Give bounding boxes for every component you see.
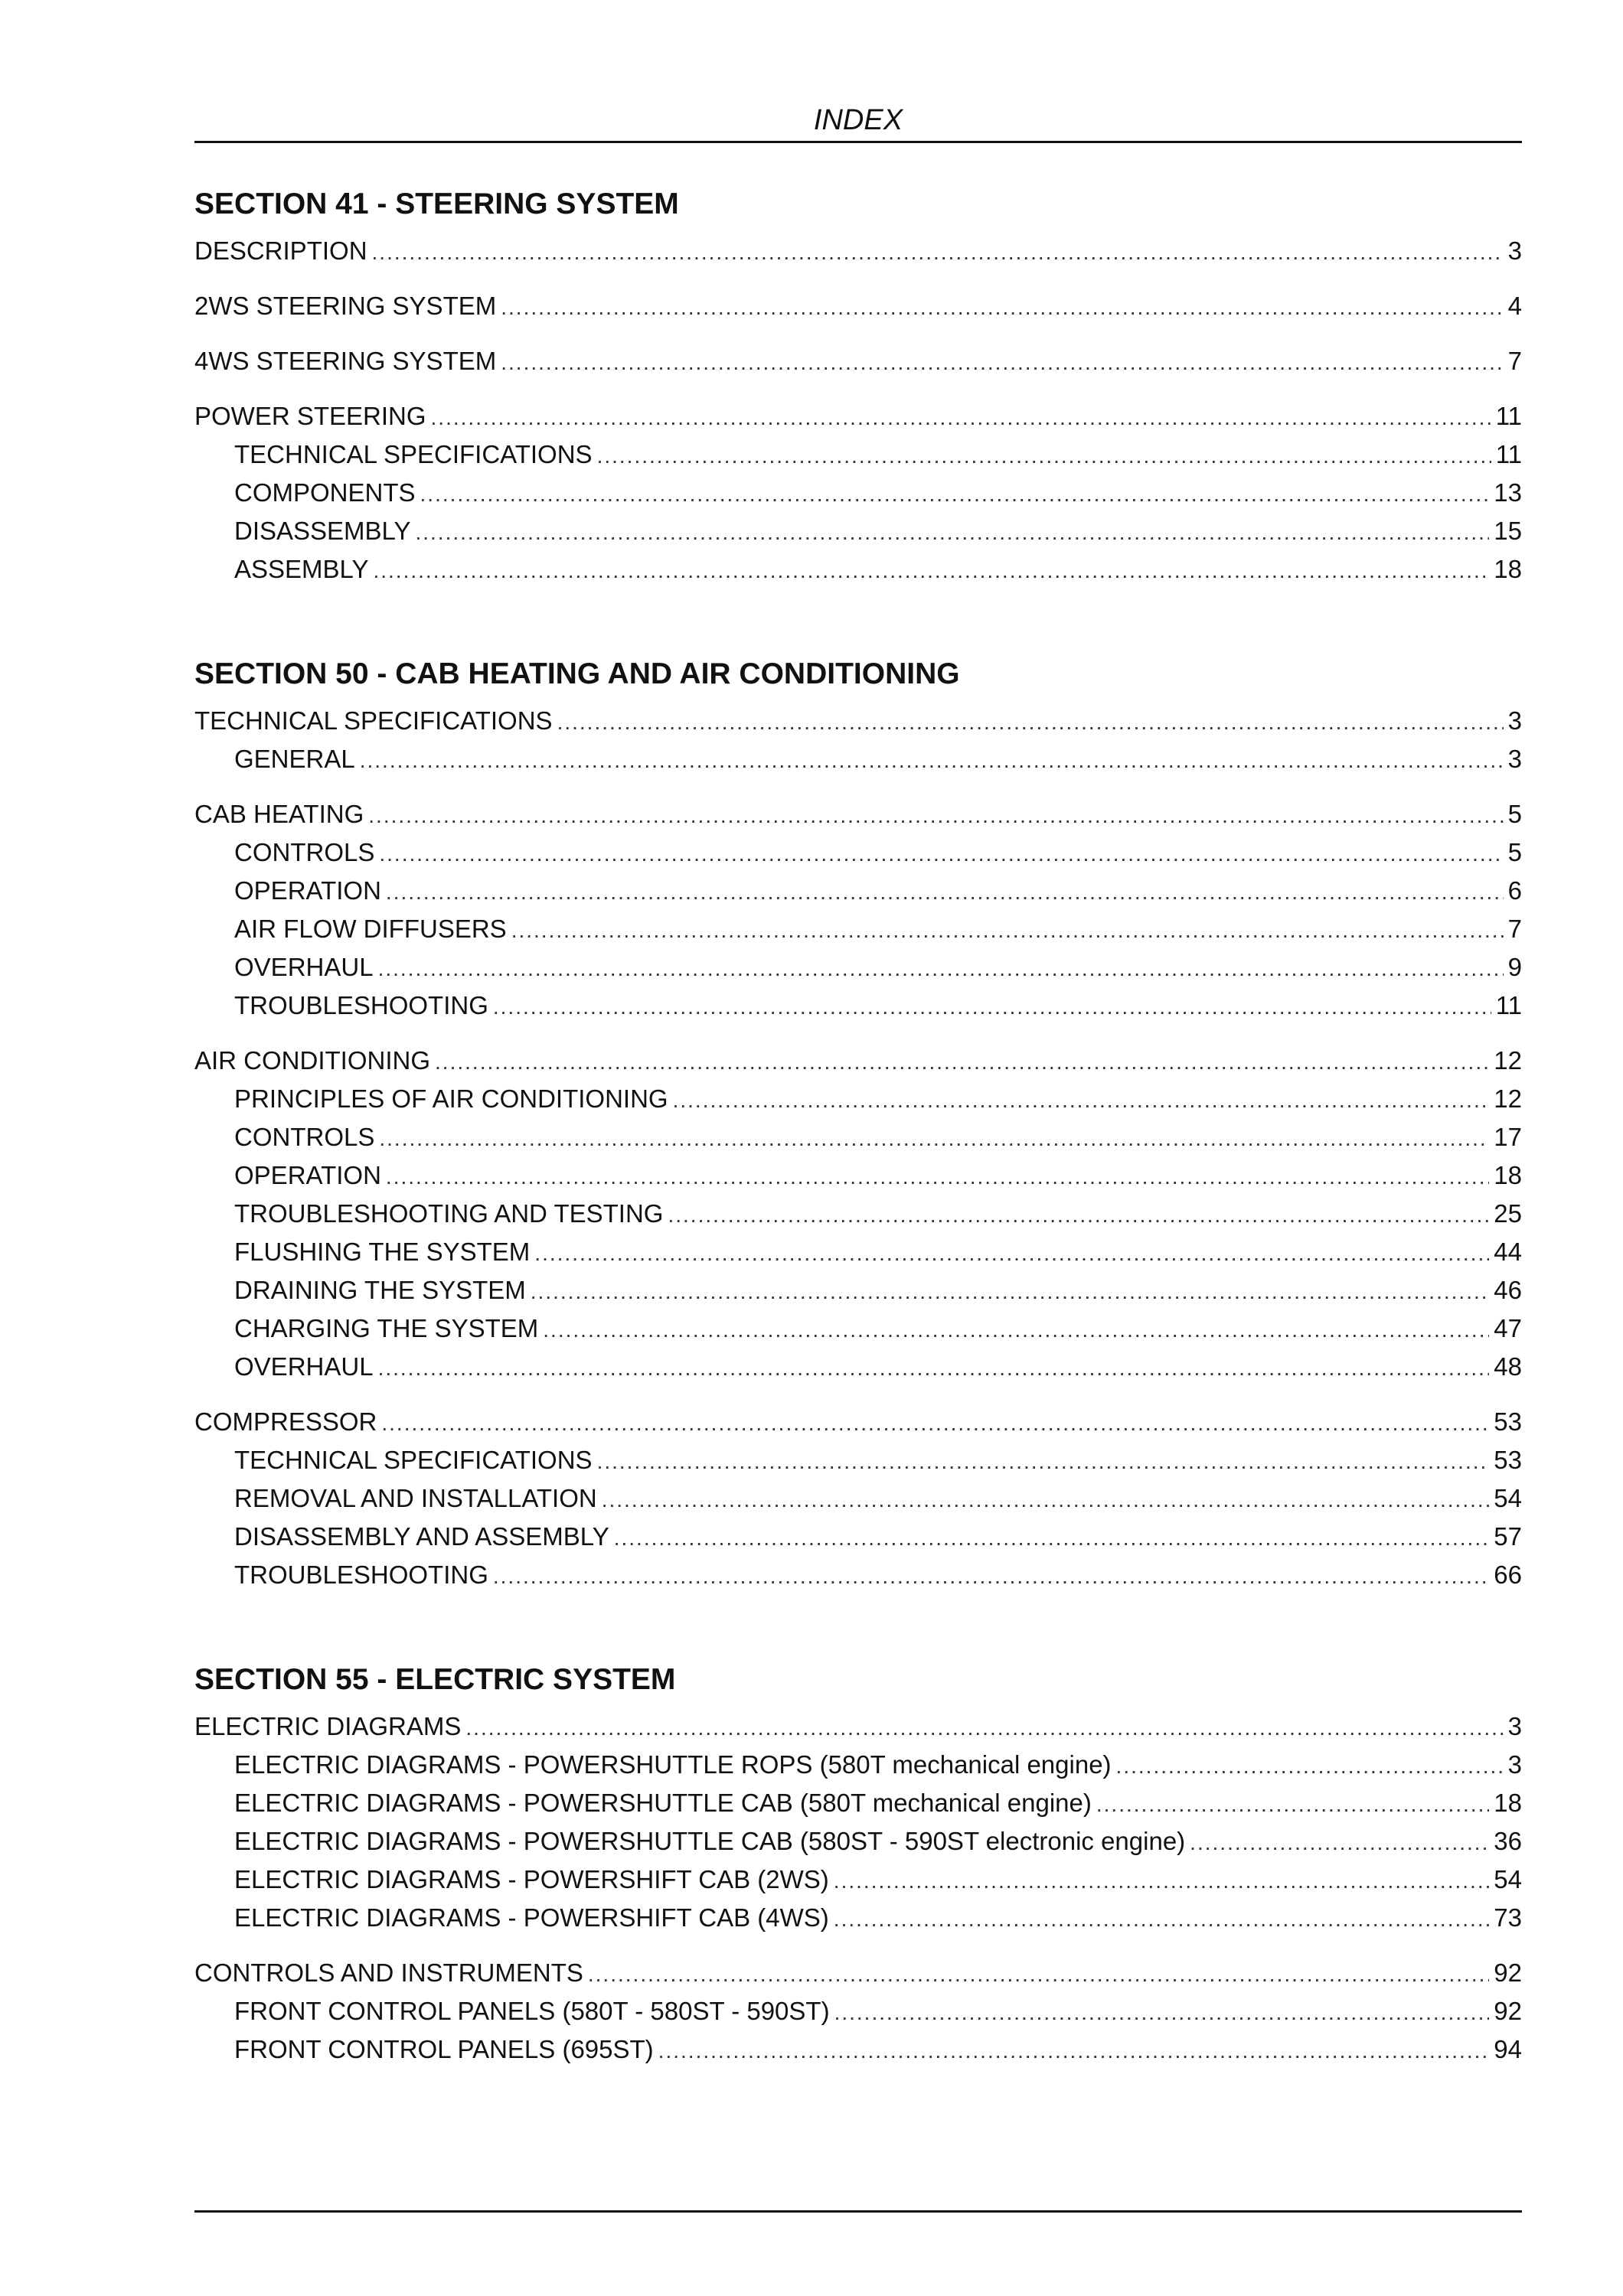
entry-page-number: 6 — [1507, 876, 1522, 905]
toc-group — [194, 287, 1522, 325]
entry-label: OVERHAUL — [234, 1352, 374, 1381]
toc-subentry[interactable] — [194, 910, 1522, 948]
toc-group — [194, 795, 1522, 1025]
toc-subentry[interactable] — [194, 1746, 1522, 1784]
entry-page-number: 54 — [1494, 1865, 1522, 1893]
entry-label: ASSEMBLY — [234, 555, 369, 583]
dot-leader — [602, 1481, 1490, 1519]
entry-label: ELECTRIC DIAGRAMS - POWERSHIFT CAB (2WS) — [234, 1865, 829, 1893]
dot-leader — [1096, 1786, 1489, 1824]
entry-label: DESCRIPTION — [194, 236, 367, 265]
dot-leader — [379, 1120, 1489, 1158]
entry-page-number: 9 — [1507, 953, 1522, 981]
toc-subentry[interactable] — [194, 872, 1522, 910]
dot-leader — [435, 1043, 1489, 1081]
entry-label: CONTROLS — [234, 838, 375, 866]
entry-label: TECHNICAL SPECIFICATIONS — [234, 1446, 593, 1474]
toc-subentry[interactable] — [194, 1080, 1522, 1118]
dot-leader — [381, 1404, 1489, 1443]
entry-label: AIR FLOW DIFFUSERS — [234, 915, 507, 943]
toc-subentry[interactable] — [194, 1518, 1522, 1556]
entry-label: CAB HEATING — [194, 800, 364, 828]
entry-page-number: 7 — [1507, 347, 1522, 375]
dot-leader — [368, 797, 1503, 835]
dot-leader — [597, 1443, 1490, 1481]
dot-leader — [543, 1311, 1489, 1349]
entry-page-number: 12 — [1494, 1046, 1522, 1075]
toc-entry[interactable] — [194, 287, 1522, 325]
toc-group — [194, 397, 1522, 589]
entry-label: ELECTRIC DIAGRAMS - POWERSHUTTLE ROPS (580T mechanical engine) — [234, 1750, 1112, 1779]
toc-group — [194, 1042, 1522, 1386]
entry-label: 4WS STEERING SYSTEM — [194, 347, 497, 375]
toc-group — [194, 702, 1522, 778]
dot-leader — [511, 912, 1504, 950]
table-of-contents — [194, 186, 1522, 2069]
entry-page-number: 4 — [1507, 292, 1522, 320]
toc-group — [194, 1954, 1522, 2069]
index-page — [194, 99, 1522, 2227]
entry-label: COMPRESSOR — [194, 1407, 377, 1436]
toc-subentry[interactable] — [194, 1156, 1522, 1195]
toc-subentry[interactable] — [194, 550, 1522, 589]
entry-label: POWER STEERING — [194, 402, 426, 430]
dot-leader — [614, 1519, 1490, 1557]
entry-page-number: 57 — [1494, 1522, 1522, 1551]
toc-subentry[interactable] — [194, 1441, 1522, 1479]
entry-label: OPERATION — [234, 876, 381, 905]
section-title: SECTION 55 - ELECTRIC SYSTEM — [194, 1663, 676, 1696]
entry-label: ELECTRIC DIAGRAMS - POWERSHIFT CAB (4WS) — [234, 1903, 829, 1932]
entry-label: DISASSEMBLY — [234, 517, 411, 545]
dot-leader — [420, 475, 1490, 514]
toc-section — [194, 1662, 1522, 2069]
entry-label: CHARGING THE SYSTEM — [234, 1314, 539, 1342]
dot-leader — [557, 703, 1504, 742]
entry-page-number: 7 — [1507, 915, 1522, 943]
entry-page-number: 13 — [1494, 478, 1522, 507]
entry-page-number: 5 — [1507, 800, 1522, 828]
toc-subentry[interactable] — [194, 1309, 1522, 1348]
toc-subentry[interactable] — [194, 1899, 1522, 1937]
dot-leader — [360, 742, 1504, 780]
dot-leader — [379, 835, 1503, 873]
entry-page-number: 73 — [1494, 1903, 1522, 1932]
running-header: INDEX — [194, 99, 1522, 143]
entry-page-number: 12 — [1494, 1084, 1522, 1113]
entry-label: PRINCIPLES OF AIR CONDITIONING — [234, 1084, 668, 1113]
toc-subentry[interactable] — [194, 1271, 1522, 1309]
entry-page-number: 53 — [1494, 1407, 1522, 1436]
toc-group — [194, 342, 1522, 380]
dot-leader — [531, 1273, 1490, 1311]
toc-entry[interactable] — [194, 702, 1522, 740]
entry-label: TROUBLESHOOTING — [234, 991, 488, 1019]
toc-subentry[interactable] — [194, 987, 1522, 1025]
dot-leader — [378, 950, 1504, 988]
dot-leader — [378, 1349, 1490, 1388]
entry-page-number: 92 — [1494, 1958, 1522, 1987]
toc-subentry[interactable] — [194, 740, 1522, 778]
entry-page-number: 15 — [1494, 517, 1522, 545]
toc-subentry[interactable] — [194, 1992, 1522, 2030]
toc-subentry[interactable] — [194, 1822, 1522, 1861]
dot-leader — [465, 1709, 1503, 1747]
toc-section — [194, 186, 1522, 589]
dot-leader — [431, 399, 1491, 437]
dot-leader — [597, 437, 1491, 475]
toc-subentry[interactable] — [194, 1861, 1522, 1899]
toc-entry[interactable] — [194, 795, 1522, 833]
entry-page-number: 25 — [1494, 1199, 1522, 1228]
toc-subentry[interactable] — [194, 1118, 1522, 1156]
entry-label: TROUBLESHOOTING AND TESTING — [234, 1199, 664, 1228]
entry-label: ELECTRIC DIAGRAMS — [194, 1712, 462, 1740]
entry-label: REMOVAL AND INSTALLATION — [234, 1484, 597, 1512]
toc-subentry[interactable] — [194, 435, 1522, 474]
toc-subentry[interactable] — [194, 512, 1522, 550]
entry-label: OPERATION — [234, 1161, 381, 1189]
entry-page-number: 47 — [1494, 1314, 1522, 1342]
entry-label: ELECTRIC DIAGRAMS - POWERSHUTTLE CAB (580ST - 590ST electronic engine) — [234, 1827, 1186, 1855]
toc-entry[interactable] — [194, 1042, 1522, 1080]
entry-page-number: 17 — [1494, 1123, 1522, 1151]
dot-leader — [1190, 1824, 1489, 1862]
entry-page-number: 11 — [1495, 402, 1522, 430]
entry-page-number: 18 — [1494, 555, 1522, 583]
dot-leader — [834, 1862, 1489, 1900]
toc-subentry[interactable] — [194, 1348, 1522, 1386]
toc-section — [194, 656, 1522, 1594]
dot-leader — [588, 1955, 1489, 1994]
toc-subentry[interactable] — [194, 948, 1522, 987]
entry-page-number: 3 — [1507, 1712, 1522, 1740]
entry-page-number: 44 — [1494, 1238, 1522, 1266]
toc-subentry[interactable] — [194, 1784, 1522, 1822]
entry-label: CONTROLS — [234, 1123, 375, 1151]
entry-label: CONTROLS AND INSTRUMENTS — [194, 1958, 583, 1987]
dot-leader — [386, 873, 1504, 912]
dot-leader — [415, 514, 1489, 552]
entry-label: TROUBLESHOOTING — [234, 1561, 488, 1589]
entry-page-number: 54 — [1494, 1484, 1522, 1512]
toc-entry[interactable] — [194, 232, 1522, 270]
dot-leader — [534, 1234, 1489, 1273]
entry-label: ELECTRIC DIAGRAMS - POWERSHUTTLE CAB (580T mechanical engine) — [234, 1789, 1092, 1817]
dot-leader — [501, 289, 1503, 327]
dot-leader — [658, 2032, 1490, 2070]
entry-page-number: 53 — [1494, 1446, 1522, 1474]
entry-label: DISASSEMBLY AND ASSEMBLY — [234, 1522, 609, 1551]
toc-subentry[interactable] — [194, 833, 1522, 872]
toc-subentry[interactable] — [194, 1233, 1522, 1271]
entry-label: DRAINING THE SYSTEM — [234, 1276, 526, 1304]
entry-page-number: 11 — [1495, 991, 1522, 1019]
entry-page-number: 3 — [1507, 1750, 1522, 1779]
entry-page-number: 94 — [1494, 2035, 1522, 2063]
dot-leader — [493, 1557, 1489, 1596]
toc-entry[interactable] — [194, 1707, 1522, 1746]
entry-page-number: 66 — [1494, 1561, 1522, 1589]
toc-entry[interactable] — [194, 342, 1522, 380]
entry-label: TECHNICAL SPECIFICATIONS — [194, 706, 553, 735]
entry-page-number: 46 — [1494, 1276, 1522, 1304]
toc-group — [194, 232, 1522, 270]
entry-label: COMPONENTS — [234, 478, 416, 507]
dot-leader — [386, 1158, 1489, 1196]
entry-label: OVERHAUL — [234, 953, 374, 981]
toc-subentry[interactable] — [194, 1195, 1522, 1233]
bottom-rule — [194, 2210, 1522, 2213]
toc-group — [194, 1403, 1522, 1594]
toc-entry[interactable] — [194, 397, 1522, 435]
entry-page-number: 5 — [1507, 838, 1522, 866]
dot-leader — [493, 988, 1491, 1026]
section-title: SECTION 50 - CAB HEATING AND AIR CONDITIONING — [194, 657, 960, 690]
entry-label: FRONT CONTROL PANELS (695ST) — [234, 2035, 654, 2063]
entry-label: FRONT CONTROL PANELS (580T - 580ST - 590ST) — [234, 1997, 830, 2025]
toc-group — [194, 1707, 1522, 1937]
entry-page-number: 3 — [1507, 236, 1522, 265]
entry-label: AIR CONDITIONING — [194, 1046, 431, 1075]
entry-page-number: 92 — [1494, 1997, 1522, 2025]
section-title: SECTION 41 - STEERING SYSTEM — [194, 188, 679, 220]
dot-leader — [668, 1196, 1489, 1234]
entry-label: 2WS STEERING SYSTEM — [194, 292, 497, 320]
entry-page-number: 48 — [1494, 1352, 1522, 1381]
entry-label: TECHNICAL SPECIFICATIONS — [234, 440, 593, 468]
toc-subentry[interactable] — [194, 1556, 1522, 1594]
dot-leader — [1116, 1747, 1504, 1786]
toc-subentry[interactable] — [194, 474, 1522, 512]
entry-label: FLUSHING THE SYSTEM — [234, 1238, 531, 1266]
toc-entry[interactable] — [194, 1403, 1522, 1441]
dot-leader — [834, 1900, 1489, 1939]
entry-page-number: 36 — [1494, 1827, 1522, 1855]
entry-label: GENERAL — [234, 745, 355, 773]
dot-leader — [373, 552, 1489, 590]
toc-subentry[interactable] — [194, 1479, 1522, 1518]
toc-subentry[interactable] — [194, 2030, 1522, 2069]
entry-page-number: 3 — [1507, 745, 1522, 773]
entry-page-number: 18 — [1494, 1789, 1522, 1817]
dot-leader — [372, 233, 1504, 272]
entry-page-number: 18 — [1494, 1161, 1522, 1189]
dot-leader — [834, 1994, 1490, 2032]
dot-leader — [501, 344, 1503, 382]
toc-entry[interactable] — [194, 1954, 1522, 1992]
entry-page-number: 11 — [1495, 440, 1522, 468]
dot-leader — [673, 1081, 1490, 1120]
entry-page-number: 3 — [1507, 706, 1522, 735]
